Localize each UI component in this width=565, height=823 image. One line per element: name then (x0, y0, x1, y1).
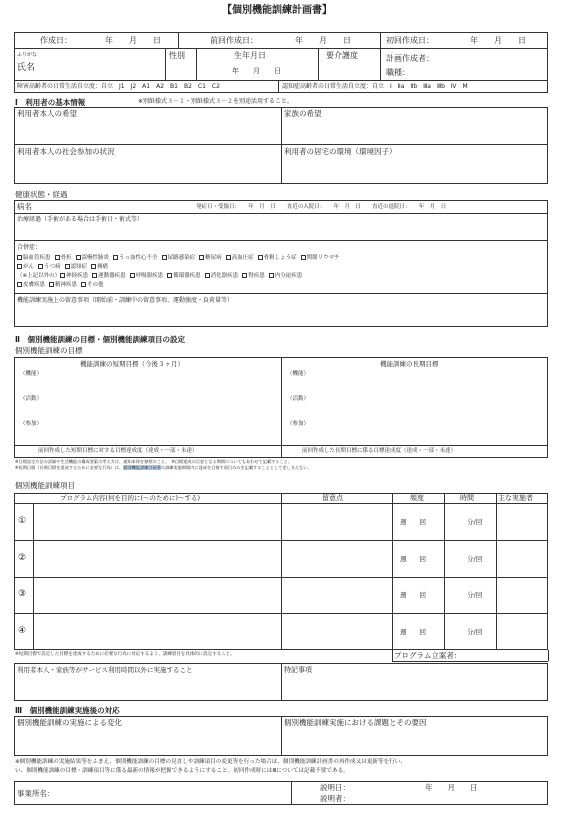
checkbox-label: 消化器疾患 (210, 273, 239, 279)
prev-date-value[interactable]: 年 月 日 (295, 36, 351, 45)
explain-date-value[interactable]: 年 月 日 (425, 783, 478, 792)
checkbox-label: 高血圧症 (231, 255, 254, 261)
comorbidity-checkbox[interactable] (92, 273, 126, 279)
checkbox-icon[interactable] (17, 255, 22, 260)
short-goal-label: 機能訓練の短期目標（今後３ヶ月） (80, 360, 184, 368)
name-label: 氏名 (17, 63, 36, 73)
comorbidity-checkbox[interactable] (162, 255, 196, 261)
long-activity: （活動） (287, 396, 310, 402)
row-time[interactable]: 分/回 (467, 518, 483, 526)
short-activity: （活動） (20, 396, 43, 402)
comorbidity-row-1 (17, 255, 344, 262)
checkbox-icon[interactable] (269, 273, 274, 278)
comorbidity-checkbox[interactable] (205, 273, 239, 279)
document-title: 【個別機能訓練計画書】 (222, 5, 332, 16)
row-num: ③ (18, 589, 27, 599)
checkbox-icon[interactable] (205, 273, 210, 278)
first-date-value[interactable]: 年 月 日 (470, 36, 526, 45)
checkbox-label: 褥瘡 (97, 264, 109, 270)
prev-date-label: 前回作成日： (210, 36, 258, 45)
checkbox-label: 内分泌疾患 (274, 273, 303, 279)
long-achievement: 前回作成した長期目標に係る目標達成度（達成・一部・未達） (302, 448, 457, 454)
comorbidity-checkbox[interactable] (17, 264, 34, 270)
checkbox-icon[interactable] (81, 282, 86, 287)
checkbox-icon[interactable] (226, 255, 231, 260)
comorbidity-checkbox[interactable] (55, 255, 72, 261)
section1-note: ※別紙様式３－１・別紙様式３－２を別途活用すること。 (138, 98, 294, 105)
checkbox-icon[interactable] (113, 255, 118, 260)
checkbox-label: 認知症 (70, 264, 88, 270)
items-note: ※短期目標で設定した目標を達成するために必要な行為に対応するよう、訓練項目を具体的に設定すること。 (15, 652, 235, 657)
comorbidity-checkbox[interactable] (301, 255, 340, 261)
disease-label: 病名 (17, 202, 32, 211)
checkbox-label: 呼吸器疾患 (135, 273, 164, 279)
checkbox-icon[interactable] (17, 264, 22, 269)
comorbidity-checkbox[interactable] (60, 273, 88, 279)
row-num: ② (18, 553, 27, 563)
comorbidity-row-2 (17, 264, 112, 271)
comorbidity-checkbox[interactable] (130, 273, 164, 279)
row-num: ④ (18, 626, 27, 636)
comorbidity-checkbox[interactable] (199, 255, 222, 261)
comorbidity-checkbox[interactable] (113, 255, 158, 261)
disability-independence: 障害高齢者の日常生活自立度：自立 J1 J2 A1 A2 B1 B2 C1 C2 (17, 83, 220, 90)
row-frequency[interactable]: 週 回 (400, 591, 426, 599)
comorbidity-row-4 (17, 282, 108, 289)
goal-title: 個別機能訓練の目標 (15, 346, 83, 355)
goal-note-2: ※短期目標（長期目標を達成するために必要な行為）は、個別機能訓練計画書の訓練実施期間内に達成を目指す項目のみを記載することとして差し支えない。 (15, 465, 312, 470)
checkbox-label: 脳血管疾患 (23, 255, 51, 261)
checkbox-icon[interactable] (49, 282, 54, 287)
checkbox-icon[interactable] (162, 255, 167, 260)
checkbox-label: 誤嚥性肺炎 (81, 255, 110, 261)
planner-label: 計画作成者： (386, 54, 434, 63)
long-participation: （参加） (287, 421, 310, 427)
checkbox-label: 腎疾患 (248, 273, 265, 279)
checkbox-label: うつ病 (44, 264, 61, 270)
comorbidity-checkbox[interactable] (167, 273, 201, 279)
comorbidity-label: 合併症： (17, 244, 42, 251)
checkbox-icon[interactable] (258, 255, 263, 260)
furigana-label: ふりがな (17, 52, 38, 58)
explainer-label: 説明者： (320, 794, 350, 803)
section1-title: Ⅰ 利用者の基本情報 (15, 98, 86, 107)
created-date-label: 作成日： (40, 36, 72, 45)
row-time[interactable]: 分/回 (467, 591, 483, 599)
row-frequency[interactable]: 週 回 (400, 555, 426, 563)
dementia-independence: 認知症高齢者の日常生活自立度：自立 I Ⅱa Ⅱb Ⅲa Ⅲb Ⅳ M (282, 83, 468, 90)
short-participation: （参加） (20, 421, 43, 427)
comorbidity-checkbox[interactable] (91, 264, 108, 270)
section3-note-1: ※個別機能訓練の実施結果等をふまえ、個別機能訓練の目標の見直しや訓練項目の変更等を行った場合は、個別機能訓練計画書の再作成又は更新等を行い、 (15, 759, 406, 765)
row-frequency[interactable]: 週 回 (400, 628, 426, 636)
care-level-label: 要介護度 (326, 51, 358, 60)
onset-dates: 発症日・受傷日： 年 月 日 直近の入院日： 年 月 日 直近の退院日： 年 月 日 (196, 204, 447, 210)
job-label: 職種： (386, 68, 410, 77)
col-staff: 主な実施者 (498, 494, 533, 502)
checkbox-icon[interactable] (17, 282, 22, 287)
comorbidity-checkbox[interactable] (269, 273, 303, 279)
comorbidity-checkbox[interactable] (76, 255, 110, 261)
checkbox-icon[interactable] (92, 273, 97, 278)
row-time[interactable]: 分/回 (467, 555, 483, 563)
explain-date-label: 説明日： (320, 783, 350, 792)
dob-value[interactable]: 年 月 日 (232, 67, 281, 75)
checkbox-label: 運動器疾患 (98, 273, 126, 279)
row-num: ① (18, 516, 27, 526)
social-participation-label: 利用者本人の社会参加の状況 (17, 147, 115, 156)
section2-title: Ⅱ 個別機能訓練の目標・個別機能訓練項目の設定 (15, 335, 185, 344)
checkbox-label: 精神疾患 (55, 282, 78, 288)
checkbox-icon[interactable] (55, 255, 60, 260)
treatment-label: 治療経過（手術がある場合は手術日・術式等） (17, 216, 144, 223)
col-notes: 留意点 (322, 494, 343, 502)
checkbox-label: 糖尿病 (205, 255, 222, 261)
comorbidity-row-3 (17, 273, 306, 280)
section3-title: Ⅲ 個別機能訓練実施後の対応 (15, 706, 120, 715)
checkbox-icon[interactable] (38, 264, 43, 269)
short-achievement: 前回作成した短期目標に対する目標達成度（達成・一部・未達） (38, 448, 198, 454)
row-time[interactable]: 分/回 (467, 628, 483, 636)
checkbox-label: がん (23, 264, 35, 270)
comorbidity-checkbox[interactable] (17, 255, 51, 261)
comorbidity-checkbox[interactable] (49, 282, 77, 288)
checkbox-label: 関節リウマチ (306, 255, 340, 261)
comorbidity-checkbox[interactable] (226, 255, 254, 261)
highlighted-text: 個別機能訓練計画書 (123, 465, 161, 470)
items-title: 個別機能訓練項目 (15, 481, 75, 490)
goal-note-1: ※目標設定方法の詳細や生活機能の構成要素の考え方は、通知本体を参照のこと。 ※目標達成の目安となる期間についてもあわせて記載すること。 (15, 459, 293, 464)
short-function: （機能） (20, 371, 43, 377)
office-label: 事業所名： (17, 789, 55, 798)
issues-label: 個別機能訓練実施における課題とその要因 (284, 718, 427, 727)
col-time: 時間 (460, 494, 474, 502)
comorbidity-checkbox[interactable] (65, 264, 88, 270)
checkbox-icon[interactable] (76, 255, 81, 260)
checkbox-label: 皮膚疾患 (23, 282, 46, 288)
health-title: 健康状態・経過 (15, 190, 68, 199)
home-environment-label: 利用者の居宅の環境（環境因子） (284, 147, 397, 156)
checkbox-label: 骨折 (60, 255, 72, 261)
comorbidity-checkbox[interactable] (81, 282, 104, 288)
col-frequency: 頻度 (410, 494, 424, 502)
sex-label: 性別 (169, 51, 185, 60)
checkbox-icon[interactable] (242, 273, 247, 278)
checkbox-label: 骨粗しょう症 (263, 255, 297, 261)
comorbidity-checkbox[interactable] (258, 255, 297, 261)
other-prefix: （※上記以外の） (17, 273, 61, 279)
checkbox-icon[interactable] (65, 264, 70, 269)
checkbox-icon[interactable] (60, 273, 65, 278)
caution-label: 機能訓練実施上の留意事項（開始前・訓練中の留意事項、運動強度・負荷量等） (17, 297, 234, 304)
checkbox-icon[interactable] (301, 255, 306, 260)
first-date-label: 初回作成日： (386, 36, 434, 45)
col-program: プログラム内容(何を目的に(～のために)～する) (60, 494, 201, 502)
checkbox-label: うっ血性心不全 (119, 255, 158, 261)
comorbidity-checkbox[interactable] (242, 273, 265, 279)
created-date-value[interactable]: 年 月 日 (105, 36, 161, 45)
checkbox-icon[interactable] (130, 273, 135, 278)
user-wish-label: 利用者本人の希望 (17, 109, 77, 118)
checkbox-icon[interactable] (91, 264, 96, 269)
long-goal-label: 機能訓練の長期目標 (380, 360, 439, 368)
family-wish-label: 家族の希望 (284, 109, 322, 118)
dob-label: 生年月日 (234, 51, 266, 60)
change-label: 個別機能訓練の実施による変化 (17, 718, 122, 727)
long-function: （機能） (287, 371, 310, 377)
checkbox-icon[interactable] (199, 255, 204, 260)
row-frequency[interactable]: 週 回 (400, 518, 426, 526)
section3-note-2: い、個別機能訓練の目標・訓練項目等に係る最新の情報が把握できるようにすること。初回作成時にはⅢについては記載不要である。 (15, 768, 349, 774)
checkbox-label: 神経疾患 (66, 273, 89, 279)
checkbox-label: 循環器疾患 (173, 273, 201, 279)
home-implement-label: 利用者本人・家族等がサービス利用時間以外に実施すること (17, 666, 193, 674)
checkbox-icon[interactable] (167, 273, 172, 278)
comorbidity-checkbox[interactable] (38, 264, 61, 270)
checkbox-label: 尿路感染症 (167, 255, 196, 261)
checkbox-label: その他 (87, 282, 104, 288)
comorbidity-checkbox[interactable] (17, 282, 45, 288)
special-notes-label: 特記事項 (284, 666, 312, 674)
program-planner-label: プログラム立案者： (394, 651, 462, 660)
